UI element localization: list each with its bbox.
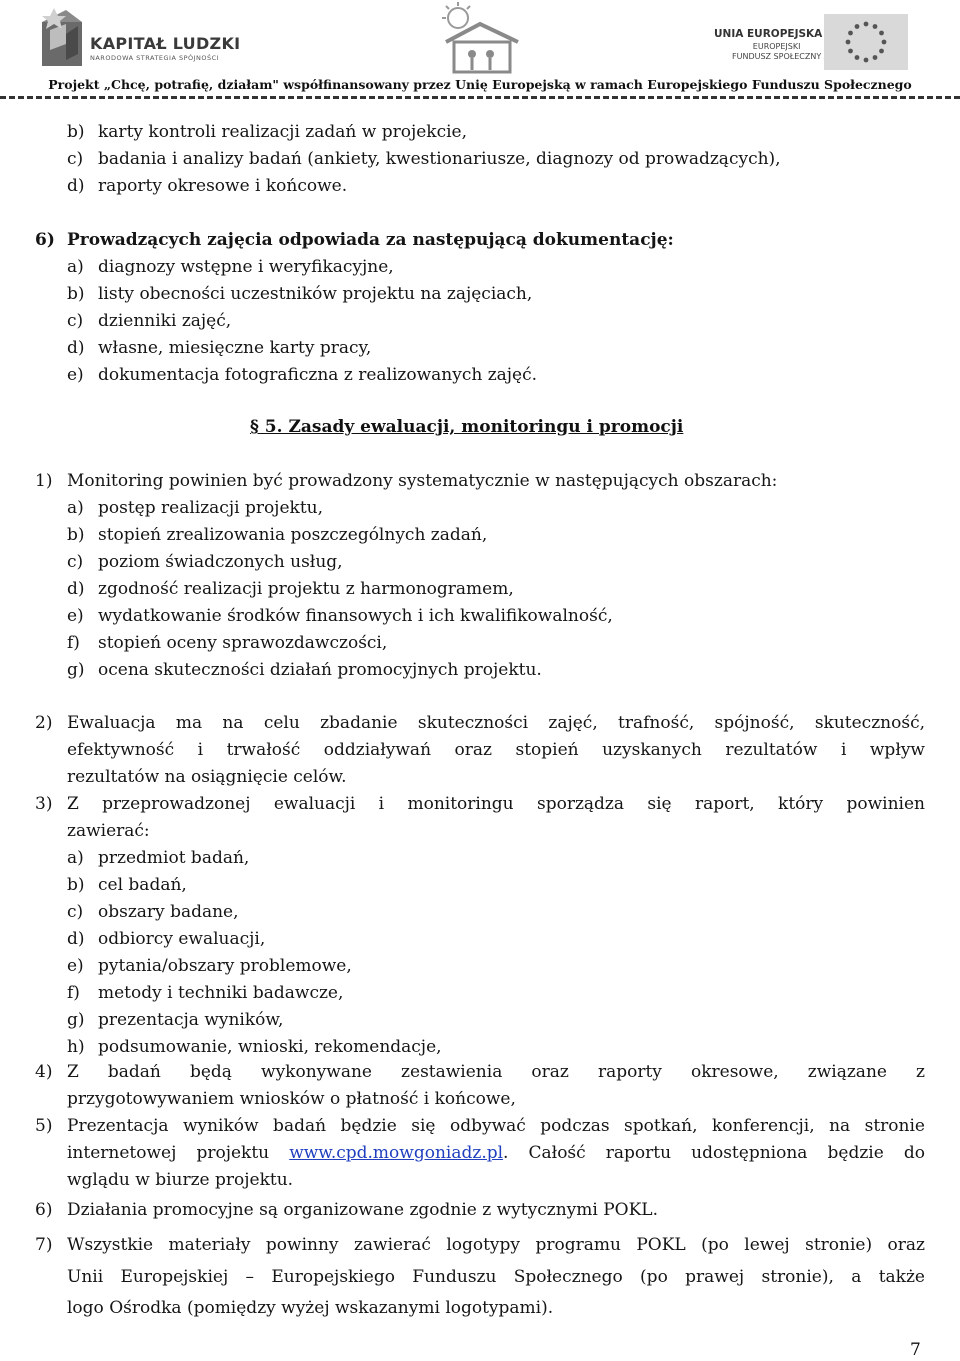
page-header bbox=[0, 0, 960, 100]
eu-flag-icon bbox=[824, 14, 908, 70]
kapital-ludzki-logo bbox=[36, 4, 256, 74]
section-5-title: § 5. Zasady ewaluacji, monitoringu i promocji bbox=[250, 417, 684, 437]
eu-logo-subtitle bbox=[732, 42, 821, 62]
kapital-ludzki-title: KAPITAŁ LUDZKI bbox=[90, 34, 241, 53]
eu-logo-subtitle-line2: FUNDUSZ SPOŁECZNY bbox=[732, 52, 822, 61]
unia-europejska-logo bbox=[712, 14, 932, 74]
project-website-link[interactable]: www.cpd.mowgoniadz.pl bbox=[289, 1143, 504, 1163]
project-house-logo-icon bbox=[428, 2, 532, 76]
kapital-ludzki-subtitle: NARODOWA STRATEGIA SPÓJNOŚCI bbox=[90, 54, 220, 62]
page-number: 7 bbox=[910, 1340, 921, 1360]
header-caption: Projekt „Chcę, potrafię, działam" współfinansowany przez Unię Europejską w ramach Europejskiego Funduszu Społecznego bbox=[48, 77, 912, 92]
eu-logo-subtitle-line1: EUROPEJSKI bbox=[752, 42, 801, 51]
paragraph-5-text-after-link: . Całość raportu udostępniona będzie do bbox=[503, 1143, 925, 1163]
paragraph-5-text-before-link: internetowej projektu bbox=[67, 1143, 290, 1163]
kapital-ludzki-emblem-icon bbox=[36, 4, 88, 70]
header-divider bbox=[0, 96, 960, 99]
eu-logo-title: UNIA EUROPEJSKA bbox=[714, 28, 823, 40]
